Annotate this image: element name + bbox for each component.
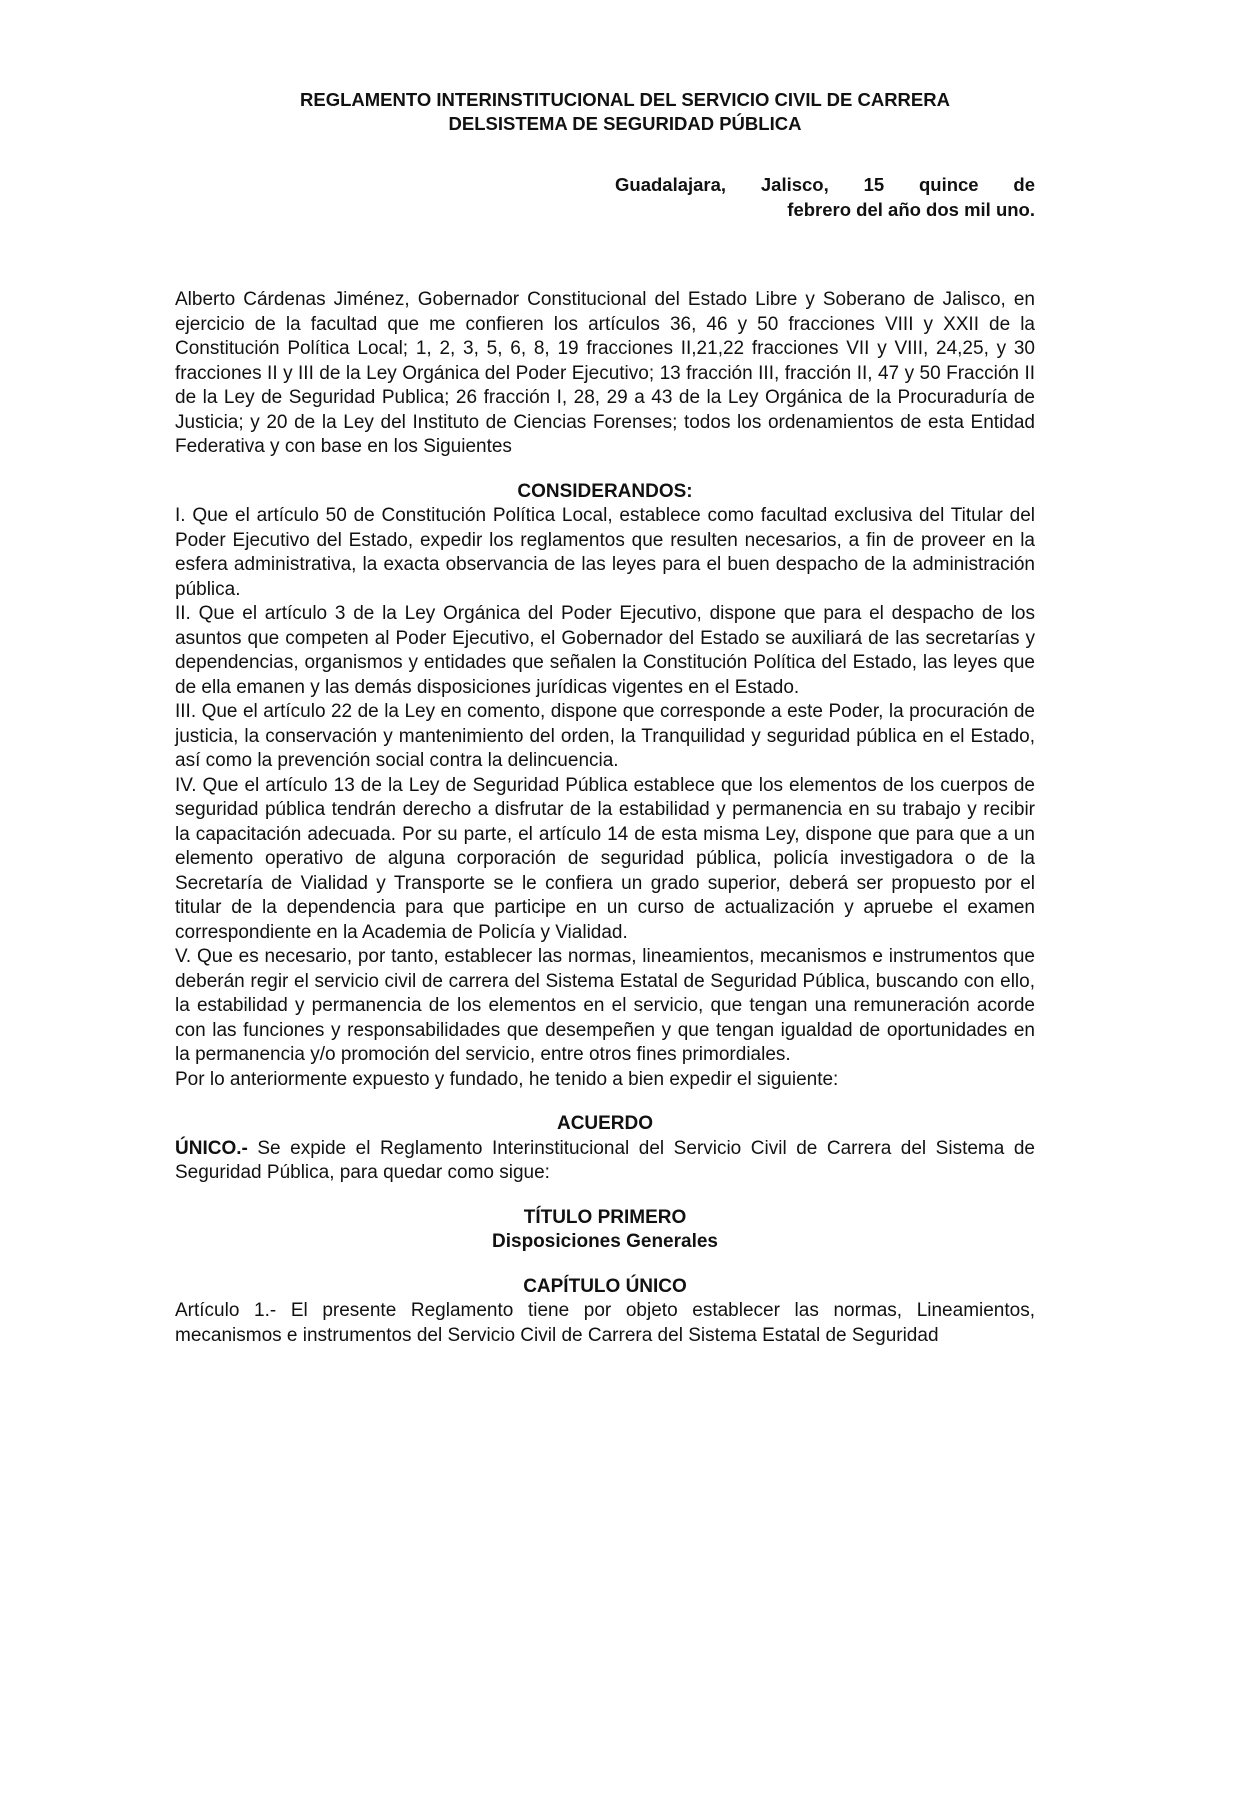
title-line-2: DELSISTEMA DE SEGURIDAD PÚBLICA xyxy=(448,113,802,134)
considerando-1: I. Que el artículo 50 de Constitución Política Local, establece como facultad exclusiva del Titular del Poder Ejecutivo del Estado, expedir los reglamentos que resulten necesarios, a fin de proveer en la esfera administrativa, la exacta observancia de las leyes para el buen despacho de la administración pública. xyxy=(175,505,1035,600)
place-date-line-1: Guadalajara, Jalisco, 15 quince de xyxy=(615,174,1035,195)
considerando-4: IV. Que el artículo 13 de la Ley de Seguridad Pública establece que los elementos de los cuerpos de seguridad pública tendrán derecho a disfrutar de la estabilidad y permanencia en su trabajo y recibir la capacitación adecuada. Por su parte, el artículo 14 de esta misma Ley, dispone que para que a un elemento operativo de alguna corporación de seguridad pública, policía investigadora o de la Secretaría de Vialidad y Transporte se le confiera un grado superior, deberá ser propuesto por el titular de la dependencia para que participe en un curso de actualización y apruebe el examen correspondiente en la Academia de Policía y Vialidad. xyxy=(175,774,1035,943)
considerando-2: II. Que el artículo 3 de la Ley Orgánica del Poder Ejecutivo, dispone que para el despacho de los asuntos que competen al Poder Ejecutivo, el Gobernador del Estado se auxiliará de las secretarías y dependencias, organismos y entidades que señalen la Constitución Política del Estado, las leyes que de ella emanen y las demás disposiciones jurídicas vigentes en el Estado. xyxy=(175,603,1035,698)
considerandos-heading: CONSIDERANDOS: xyxy=(517,480,693,502)
articulo-1: Artículo 1.- El presente Reglamento tiene por objeto establecer las normas, Lineamientos, mecanismos e instrumentos del Servicio Civil de Carrera del Sistema Estatal de Seguridad xyxy=(175,1300,1035,1346)
titulo-primero: TÍTULO PRIMERO xyxy=(523,1206,687,1228)
unico-paragraph xyxy=(175,1137,1035,1186)
intro-paragraph: Alberto Cárdenas Jiménez, Gobernador Constitucional del Estado Libre y Soberano de Jalisco, en ejercicio de la facultad que me confieren los artículos 36, 46 y 50 fracciones VIII y XXII de la Constitución Política Local; 1, 2, 3, 5, 6, 8, 19 fracciones II,21,22 fracciones VII y VIII, 24,25, y 30 fracciones II y III de la Ley Orgánica del Poder Ejecutivo; 13 fracción III, fracción II, 47 y 50 Fracción II de la Ley de Seguridad Publica; 26 fracción I, 28, 29 a 43 de la Ley Orgánica de la Procuraduría de Justicia; y 20 de la Ley del Instituto de Ciencias Forenses; todos los ordenamientos de esta Entidad Federativa y con base en los Siguientes xyxy=(175,289,1035,457)
considerando-3: III. Que el artículo 22 de la Ley en comento, dispone que corresponde a este Poder, la procuración de justicia, la conservación y mantenimiento del orden, la Tranquilidad y seguridad pública en el Estado, así como la prevención social contra la delincuencia. xyxy=(175,701,1035,771)
titulo-heading xyxy=(175,1206,1035,1255)
titulo-subheading: Disposiciones Generales xyxy=(492,1231,718,1252)
title-line-1: REGLAMENTO INTERINSTITUCIONAL DEL SERVICIO CIVIL DE CARRERA xyxy=(300,89,950,110)
capitulo-heading: CAPÍTULO ÚNICO xyxy=(523,1275,687,1297)
place-date-line-2: febrero del año dos mil uno. xyxy=(787,199,1035,220)
expuesto-paragraph: Por lo anteriormente expuesto y fundado, he tenido a bien expedir el siguiente: xyxy=(175,1068,839,1090)
considerando-5: V. Que es necesario, por tanto, establecer las normas, lineamientos, mecanismos e instrumentos que deberán regir el servicio civil de carrera del Sistema Estatal de Seguridad Pública, buscando con ello, la estabilidad y permanencia de los elementos en el servicio, que tengan una remuneración acorde con las funciones y responsabilidades que desempeñen y que tengan igualdad de oportunidades en la permanencia y/o promoción del servicio, entre otros fines primordiales. xyxy=(175,946,1035,1065)
place-date xyxy=(615,172,1035,222)
unico-label: ÚNICO.- xyxy=(175,1137,248,1159)
acuerdo-heading: ACUERDO xyxy=(556,1113,654,1134)
unico-text: Se expide el Reglamento Interinstitucional del Servicio Civil de Carrera del Sistema de Seguridad Pública, para quedar como sigue: xyxy=(175,1137,1035,1183)
document-title xyxy=(215,88,1035,136)
